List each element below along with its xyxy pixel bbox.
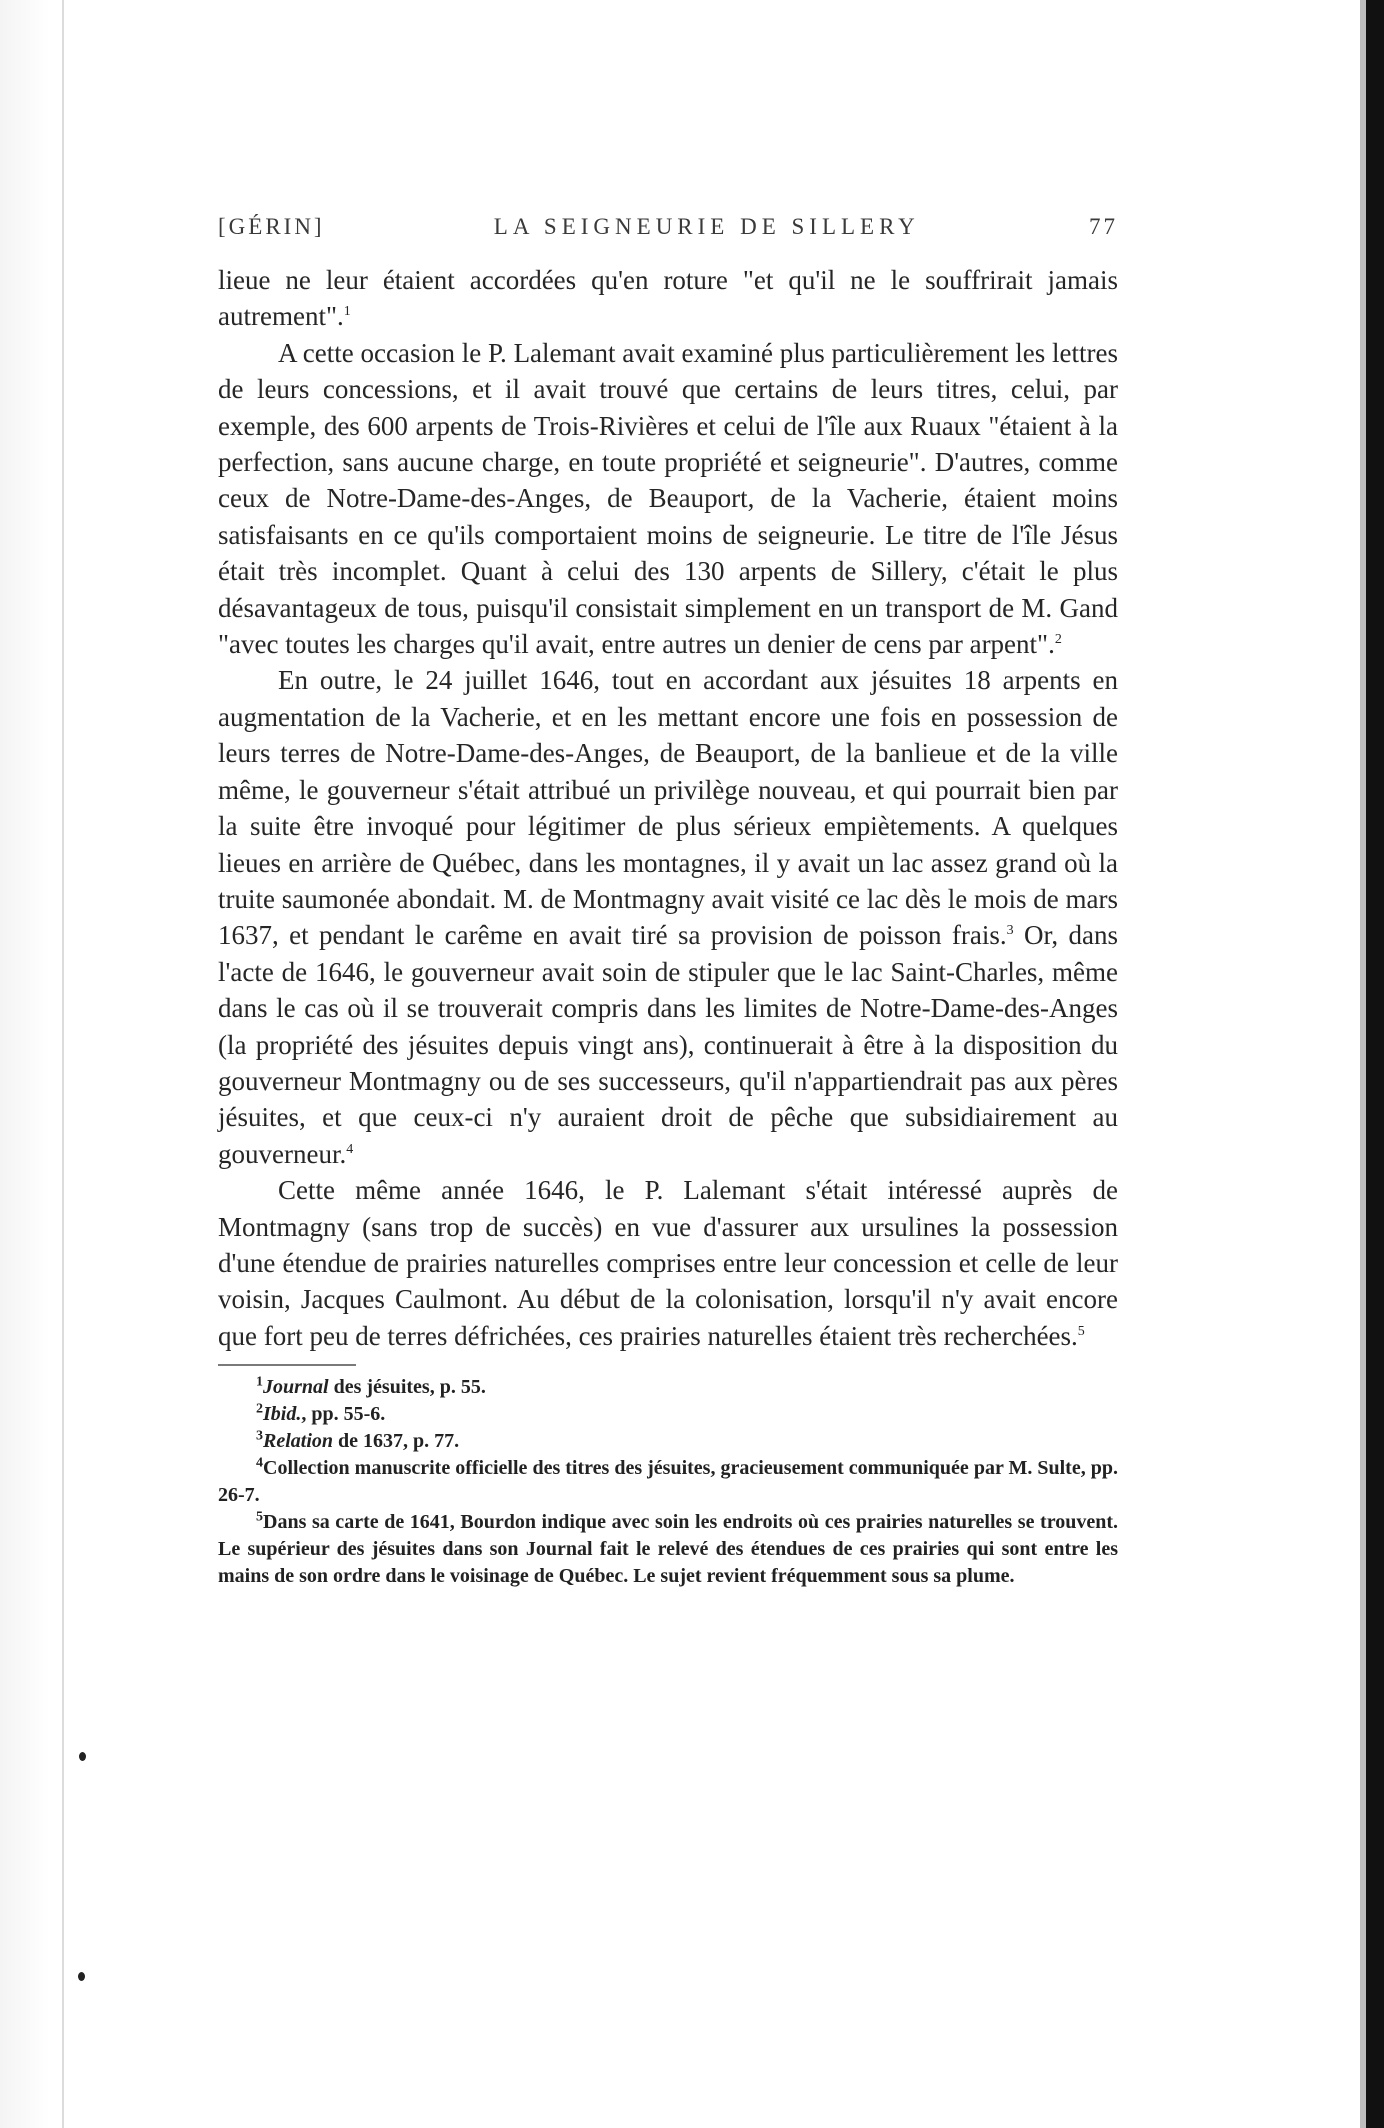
paragraph: En outre, le 24 juillet 1646, tout en accordant aux jésuites 18 arpents en augmentation de la Vacherie, et en les mettant encore une fois en possession de leurs terres de Notre-Dame-des-Anges, de Beauport, de la banlieue et de la ville même, le gouverneur s'était attribué un privilège nouveau, et qui pourrait bien par la suite être invoqué pour légitimer de plus sérieux empiètements. A quelques lieues en arrière de Québec, dans les montagnes, il y avait un lac assez grand où la truite saumonée abondait. M. de Montmagny avait visité ce lac dès le mois de mars 1637, et pendant le carême en avait tiré sa provision de poisson frais.$^3$ Or, dans l'acte de 1646, le gouverneur avait soin de stipuler que le lac Saint-Charles, même dans le cas où il se trouverait compris dans les limites de Notre-Dame-des-Anges (la propriété des jésuites depuis vingt ans), continuerait à être à la disposition du gouverneur Montmagny ou de ses successeurs, qu'il n'appartiendrait pas aux pères jésuites, et que ceux-ci n'y auraient droit de pêche que subsidiairement au gouverneur.$^4$ [218,665,1118,1169]
body-text [218,262,1118,1354]
paragraph: Cette même année 1646, le P. Lalemant s'était intéressé auprès de Montmagny (sans trop de succès) en vue d'assurer aux ursulines la possession d'une étendue de prairies naturelles comprises entre leur concession et celle de leur voisin, Jacques Caulmont. Au début de la colonisation, lorsqu'il n'y avait encore que fort peu de terres défrichées, ces prairies naturelles étaient très recherchées.$^5$ [218,1175,1118,1351]
scan-speck [78,1972,85,1981]
scan-speck [79,1752,86,1761]
footnote: $^2$Ibid., pp. 55-6. [256,1401,386,1426]
footnote-ref: 2 [1054,632,1062,648]
page-number: 77 [1088,214,1118,239]
author-tag: [GÉRIN] [218,214,325,239]
scan-gutter-line [62,0,64,2128]
footnote: $^5$Dans sa carte de 1641, Bourdon indique avec soin les endroits où ces prairies naturelles se trouvent. Le supérieur des jésuites dans son Journal fait le relevé des étendues de ces prairies qui sont entre les mains de son ordre dans le voisinage de Québec. Le sujet revient fréquemment sous sa plume. [218,1509,1118,1588]
running-title: LA SEIGNEURIE DE SILLERY [493,214,920,239]
footnote: $^1$Journal des jésuites, p. 55. [256,1374,486,1399]
footnote-ref: 4 [346,1141,354,1157]
running-head [218,214,1118,240]
footnote-rule [218,1364,356,1366]
scan-right-edge [1366,0,1384,2128]
footnote-ref: 3 [1006,923,1014,939]
footnotes [218,1374,1118,1590]
footnote: $^4$Collection manuscrite officielle des titres des jésuites, gracieusement communiquée par M. Sulte, pp. 26-7. [218,1455,1118,1507]
paragraph: lieue ne leur étaient accordées qu'en roture "et qu'il ne le souffrirait jamais autrement".$^1$ [218,265,1118,332]
paragraph: A cette occasion le P. Lalemant avait examiné plus particulièrement les lettres de leurs concessions, et il avait trouvé que certains de leurs titres, celui, par exemple, des 600 arpents de Trois-Rivières et celui de l'île aux Ruaux "étaient à la perfection, sans aucune charge, en toute propriété et seigneurie". D'autres, comme ceux de Notre-Dame-des-Anges, de Beauport, de la Vacherie, étaient moins satisfaisants en ce qu'ils comportaient moins de seigneurie. Le titre de l'île Jésus était très incomplet. Quant à celui des 130 arpents de Sillery, c'était le plus désavantageux de tous, puisqu'il consistait simplement en un transport de M. Gand "avec toutes les charges qu'il avait, entre autres un denier de cens par arpent".$^2$ [218,337,1118,660]
footnote-ref: 1 [343,304,351,320]
book-page [218,214,1118,1590]
footnote-ref: 5 [1077,1323,1085,1339]
footnote: $^3$Relation de 1637, p. 77. [256,1428,460,1453]
